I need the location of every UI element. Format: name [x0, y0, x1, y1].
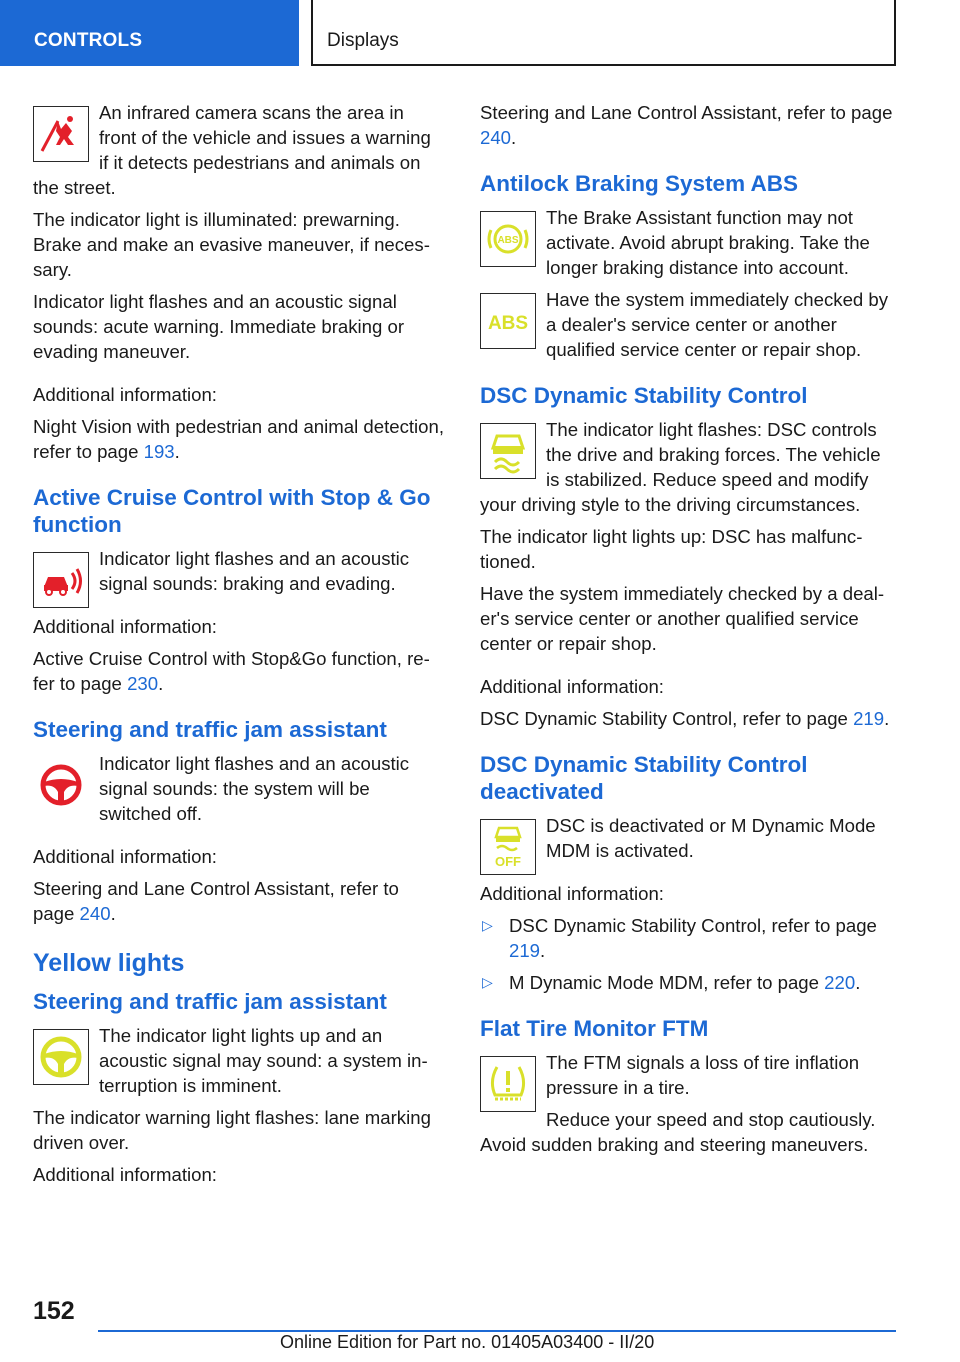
triangle-bullet-icon: ▷ [482, 917, 493, 933]
abs-text-icon [480, 293, 536, 349]
chapter-label: Displays [327, 30, 399, 51]
page-link-240[interactable]: 240 [79, 903, 111, 924]
dsc-text-1: The indicator light flashes: DSC controls the drive and braking forces. The vehicle is stabilized. Reduce speed and modify your driving style to the driving circumstances. [480, 419, 881, 515]
steer-text-1: Indicator light flashes and an acoustic signal sounds: the system will be switched off. [99, 753, 410, 824]
svg-text:OFF: OFF [495, 854, 521, 869]
footer-edition: Online Edition for Part no. 01405A03400 - II/20 [280, 1332, 655, 1352]
svg-text:ABS: ABS [497, 235, 519, 246]
heading-steering-traffic-jam-yellow: Steering and traffic jam assistant [33, 989, 387, 1014]
steer2-reference: Steering and Lane Control Assistant, refer to page 240. [480, 102, 893, 148]
heading-dsc: DSC Dynamic Stability Control [480, 383, 808, 408]
page-header [0, 0, 960, 66]
heading-ftm: Flat Tire Monitor FTM [480, 1016, 709, 1041]
chapter-tab [311, 0, 896, 66]
list-item: ▷ M Dynamic Mode MDM, refer to page 220. [482, 972, 861, 993]
abs-text-1: The Brake Assistant function may not activate. Avoid abrupt braking. Take the longer braking distance into account. [546, 207, 870, 278]
dscoff-reference-list [480, 913, 896, 995]
page-link-240-b[interactable]: 240 [480, 127, 512, 148]
page-link-219[interactable]: 219 [853, 708, 885, 729]
ftm-text-1: The FTM signals a loss of tire inflation pressure in a tire. [546, 1052, 860, 1098]
page-link-220[interactable]: 220 [824, 972, 856, 993]
steering-wheel-yellow-icon [33, 1029, 89, 1085]
page-link-230[interactable]: 230 [127, 673, 159, 694]
pedestrian-animal-warning-icon [33, 106, 89, 162]
heading-dsc-deactivated: DSC Dynamic Stability Control deactivated [480, 752, 808, 804]
dsc-reference: DSC Dynamic Stability Control, refer to page 219. [480, 708, 890, 729]
list-item: ▷ DSC Dynamic Stability Control, refer to page 219. [482, 915, 877, 961]
right-column [480, 100, 896, 1164]
heading-abs: Antilock Braking System ABS [480, 171, 798, 196]
acc-collision-warning-icon [33, 552, 89, 608]
ftm-text-2: Reduce your speed and stop cautiously. Avoid sudden braking and steering maneuvers. [480, 1109, 876, 1155]
nightvision-reference: Night Vision with pedestrian and animal detection, refer to page 193. [33, 416, 445, 462]
heading-yellow-lights: Yellow lights [33, 949, 185, 977]
dsc-skid-car-icon [480, 423, 536, 479]
abs-circle-icon [480, 211, 536, 267]
tire-pressure-warning-icon [480, 1056, 536, 1112]
heading-active-cruise-control: Active Cruise Control with Stop & Go function [33, 485, 431, 537]
page-link-193[interactable]: 193 [143, 441, 175, 462]
acc-reference: Active Cruise Control with Stop&Go function, refer to page 230. [33, 648, 430, 694]
dsc-additional-label: Additional information: [480, 676, 664, 697]
acc-additional-label: Additional information: [33, 616, 217, 637]
steer-reference: Steering and Lane Control Assistant, refer to page 240. [33, 878, 399, 924]
heading-steering-traffic-jam: Steering and traffic jam assistant [33, 717, 387, 742]
triangle-bullet-icon: ▷ [482, 974, 493, 990]
steer2-text-1: The indicator light lights up and an acoustic signal may sound: a system interruption is imminent. [99, 1025, 428, 1096]
section-label: CONTROLS [34, 30, 143, 51]
steer-additional-label: Additional information: [33, 846, 217, 867]
steer2-text-2: The indicator warning light flashes: lane marking driven over. [33, 1107, 431, 1153]
nightvision-text-2: The indicator light is illuminated: prewarning. Brake and make an evasive maneuver, if necessary. [33, 209, 430, 280]
left-column [33, 100, 445, 1194]
page-number: 152 [33, 1297, 75, 1325]
steering-wheel-red-icon [33, 757, 89, 813]
svg-text:ABS: ABS [487, 313, 529, 334]
dsc-off-icon [480, 819, 536, 875]
nightvision-text-1: An infrared camera scans the area in front of the vehicle and issues a warning if it detects pedestrians and animals on the street. [33, 102, 431, 198]
nightvision-additional-label: Additional information: [33, 384, 217, 405]
dsc-text-3: Have the system immediately checked by a dealer's service center or another qualified service center or repair shop. [480, 583, 885, 654]
dscoff-additional-label: Additional information: [480, 883, 664, 904]
nightvision-text-3: Indicator light flashes and an acoustic signal sounds: acute warning. Immediate braking or evading maneuver. [33, 291, 405, 362]
acc-text-1: Indicator light flashes and an acoustic signal sounds: braking and evading. [99, 548, 410, 594]
steer2-additional-label: Additional information: [33, 1164, 217, 1185]
section-tab [0, 0, 299, 66]
dsc-text-2: The indicator light lights up: DSC has malfunctioned. [480, 526, 863, 572]
dscoff-text-1: DSC is deactivated or M Dynamic Mode MDM is activated. [546, 815, 876, 861]
page-link-219-b[interactable]: 219 [509, 940, 541, 961]
abs-text-2: Have the system immediately checked by a dealer's service center or another qualified service center or repair shop. [546, 289, 889, 360]
